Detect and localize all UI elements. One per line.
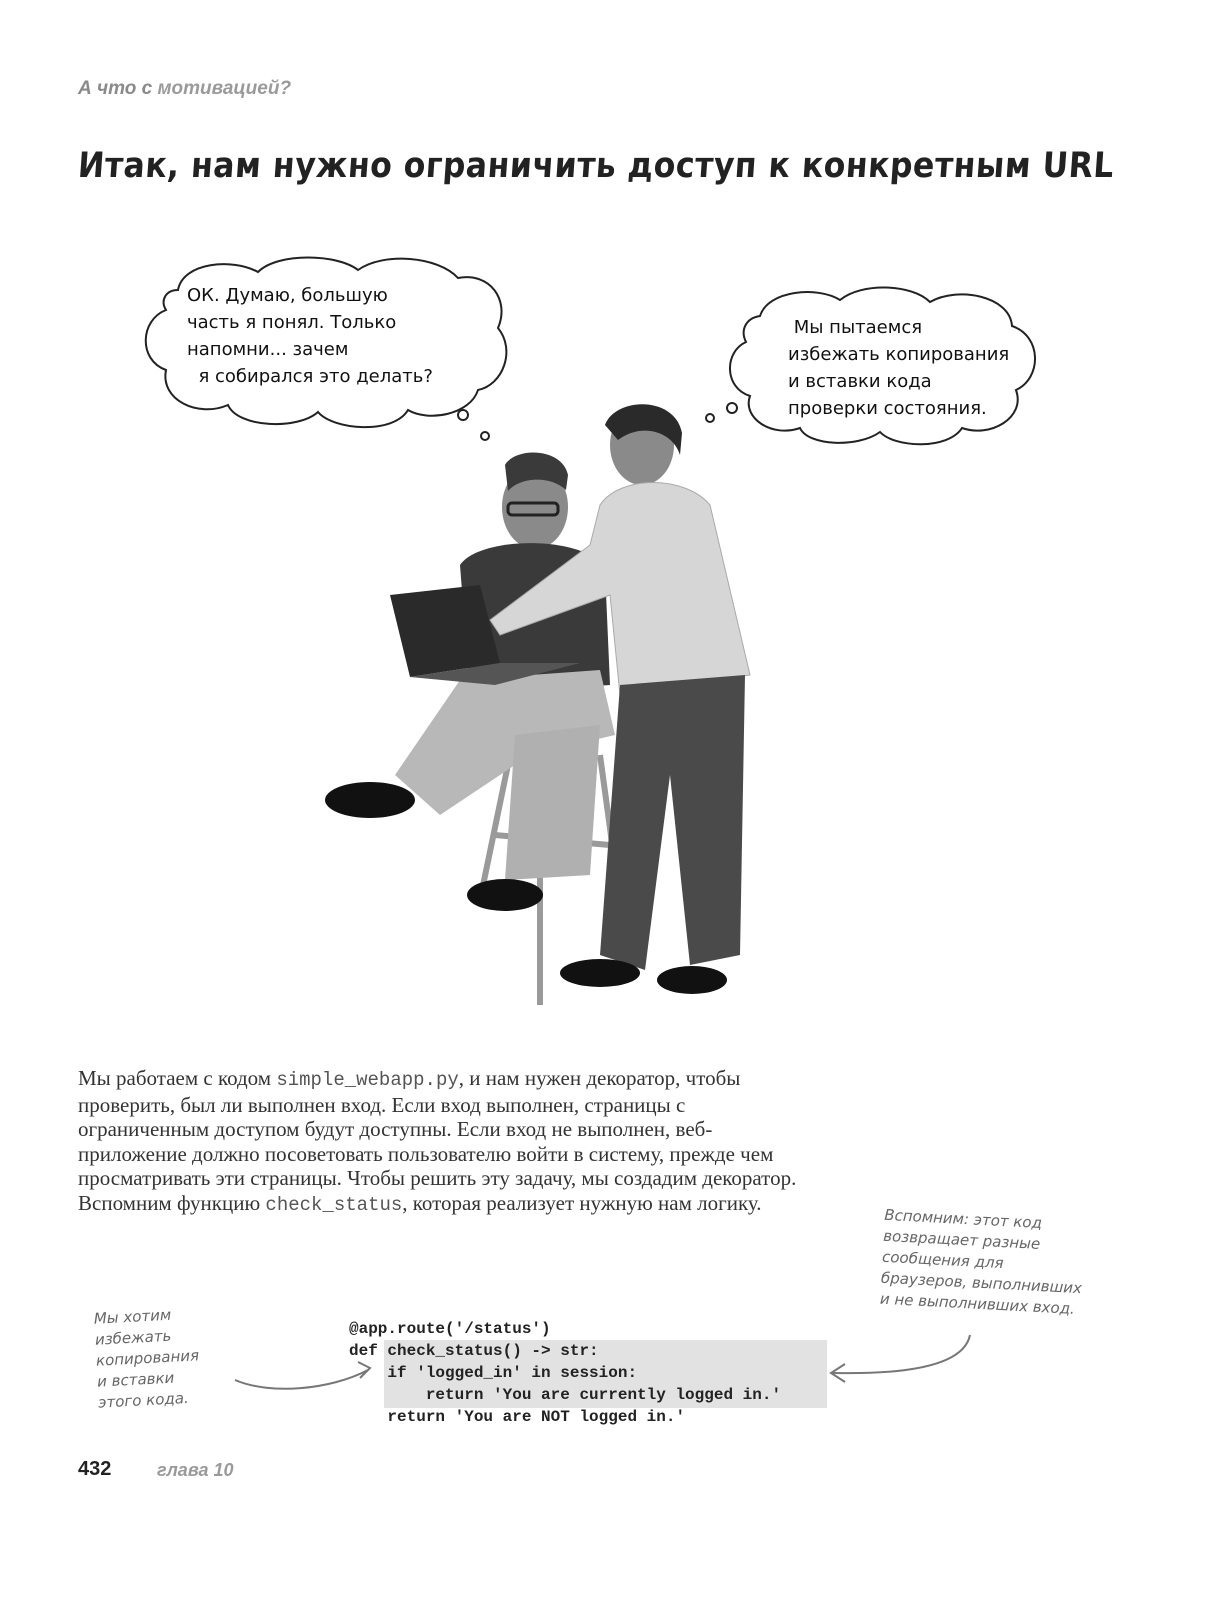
code-line: return 'You are currently logged in.' (349, 1386, 782, 1404)
two-men-photo (300, 395, 770, 1015)
body-text-1: Мы работаем с кодом (78, 1066, 277, 1090)
code-line: def check_status() -> str: (349, 1342, 599, 1360)
right-cloud-text (788, 314, 1009, 422)
right-cloud-line: избежать копирования (788, 344, 1010, 365)
right-cloud-line: Мы пытаемся (788, 317, 923, 338)
body-code-function: check_status (265, 1193, 403, 1216)
running-head-prefix: А что с (78, 78, 158, 99)
code-line: @app.route('/status') (349, 1320, 551, 1338)
left-annotation: Мы хотим избежать копирования и вставки этого кода. (93, 1305, 200, 1412)
chapter-label: глава 10 (157, 1460, 234, 1480)
left-cloud-text (187, 282, 433, 390)
running-head (78, 78, 291, 100)
right-annotation: Вспомним: этот код возвращает разные сообщения для браузеров, выполнивших и не выполнивших вход. (879, 1205, 1083, 1318)
right-arrow (825, 1330, 985, 1390)
running-head-highlight: мотивацией? (157, 78, 292, 99)
left-cloud-line: напомни... зачем (187, 339, 349, 360)
left-cloud-line: ОК. Думаю, большую (187, 285, 388, 306)
left-cloud-line: часть я понял. Только (187, 312, 397, 333)
body-paragraph (78, 1066, 798, 1217)
page-title: Итак, нам нужно ограничить доступ к конкретным URL (76, 146, 1116, 186)
left-arrow (230, 1310, 380, 1390)
body-code-filename: simple_webapp.py (276, 1069, 459, 1091)
right-cloud-line: и вставки кода (788, 371, 932, 392)
body-text-2: , и нам нужен декоратор, чтобы проверить, был ли выполнен вход. Если вход выполнен, страницы с ограниченным доступом будут доступны. Если вход не выполнен, веб-приложение должно посоветовать пользователю войти в систему, прежде чем просматривать эти страницы. Чтобы решить эту задачу, мы создадим декоратор. Вспомним функцию (78, 1066, 797, 1215)
code-line: if 'logged_in' in session: (349, 1364, 638, 1382)
page-number: 432 (78, 1458, 112, 1480)
code-block (349, 1318, 781, 1428)
left-cloud-line: я собирался это делать? (187, 366, 433, 387)
right-cloud-line: проверки состояния. (788, 398, 987, 419)
body-text-3: , которая реализует нужную нам логику. (402, 1190, 762, 1215)
code-line: return 'You are NOT logged in.' (349, 1408, 686, 1426)
